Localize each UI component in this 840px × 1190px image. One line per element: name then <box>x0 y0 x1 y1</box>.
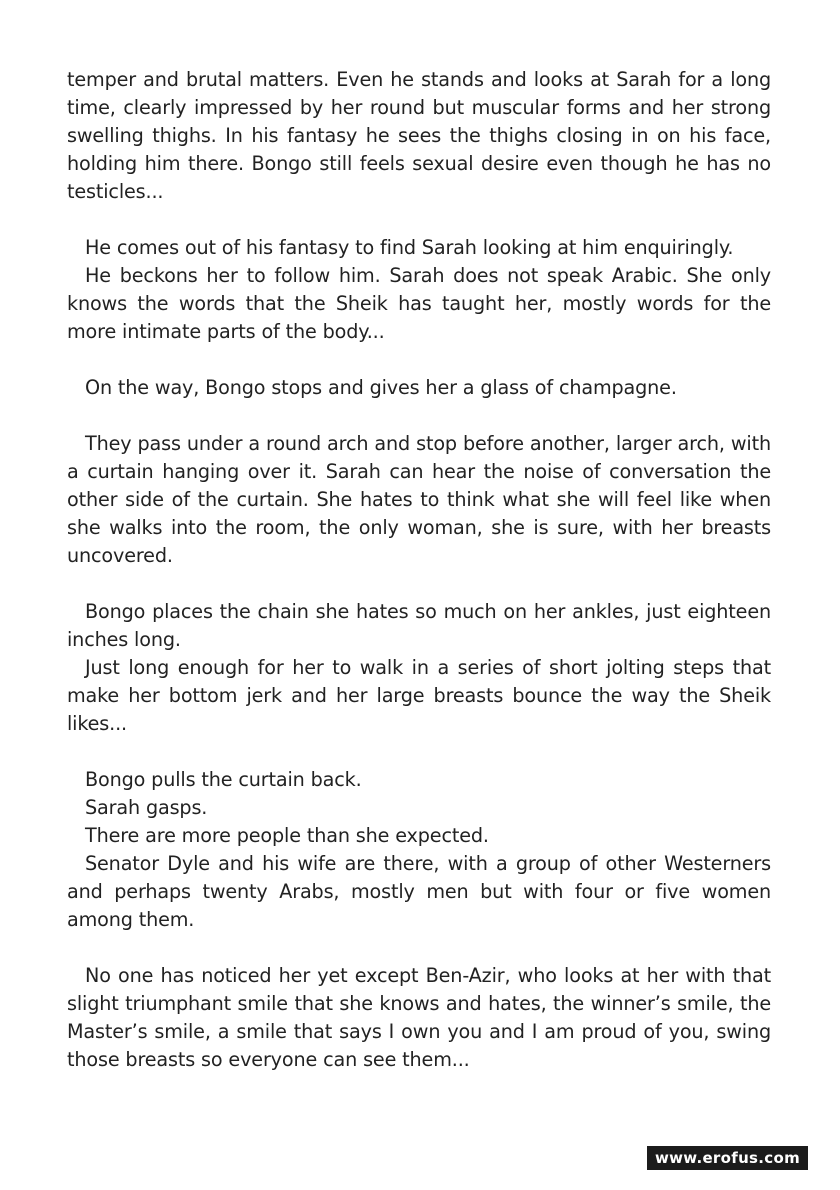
paragraph: Just long enough for her to walk in a series of short jolting steps that make her bottom jerk and her large breasts bounce the way the Sheik likes... <box>67 656 771 735</box>
paragraph: On the way, Bongo stops and gives her a glass of champagne. <box>85 376 677 399</box>
paragraph: Sarah gasps. <box>85 796 208 819</box>
paragraph: No one has noticed her yet except Ben-Azir, who looks at her with that slight triumphant smile that she knows and hates, the winner’s smile, the Master’s smile, a smile that says I own you and I am proud of you, swing those breasts so everyone can see them... <box>67 964 771 1071</box>
page-body-text <box>67 66 771 1074</box>
paragraph: They pass under a round arch and stop before another, larger arch, with a curtain hanging over it. Sarah can hear the noise of conversation the other side of the curtain. She hates to think what she will feel like when she walks into the room, the only woman, she is sure, with her breasts uncovered. <box>67 432 771 567</box>
paragraph-spacer <box>67 570 771 598</box>
watermark-badge: www.erofus.com <box>647 1146 808 1170</box>
paragraph: There are more people than she expected. <box>85 824 489 847</box>
paragraph-spacer <box>67 402 771 430</box>
paragraph: He beckons her to follow him. Sarah does not speak Arabic. She only knows the words that the Sheik has taught her, mostly words for the more intimate parts of the body... <box>67 264 771 343</box>
paragraph: He comes out of his fantasy to find Sarah looking at him enquiringly. <box>85 236 734 259</box>
paragraph-spacer <box>67 346 771 374</box>
paragraph: Senator Dyle and his wife are there, with a group of other Westerners and perhaps twenty Arabs, mostly men but with four or five women among them. <box>67 852 771 931</box>
paragraph-spacer <box>67 206 771 234</box>
paragraph: temper and brutal matters. Even he stands and looks at Sarah for a long time, clearly impressed by her round but muscular forms and her strong swelling thighs. In his fantasy he sees the thighs closing in on his face, holding him there. Bongo still feels sexual desire even though he has no testicles... <box>67 68 771 203</box>
paragraph-spacer <box>67 934 771 962</box>
paragraph-spacer <box>67 738 771 766</box>
paragraph: Bongo places the chain she hates so much on her ankles, just eighteen inches long. <box>67 600 771 651</box>
paragraph: Bongo pulls the curtain back. <box>85 768 362 791</box>
